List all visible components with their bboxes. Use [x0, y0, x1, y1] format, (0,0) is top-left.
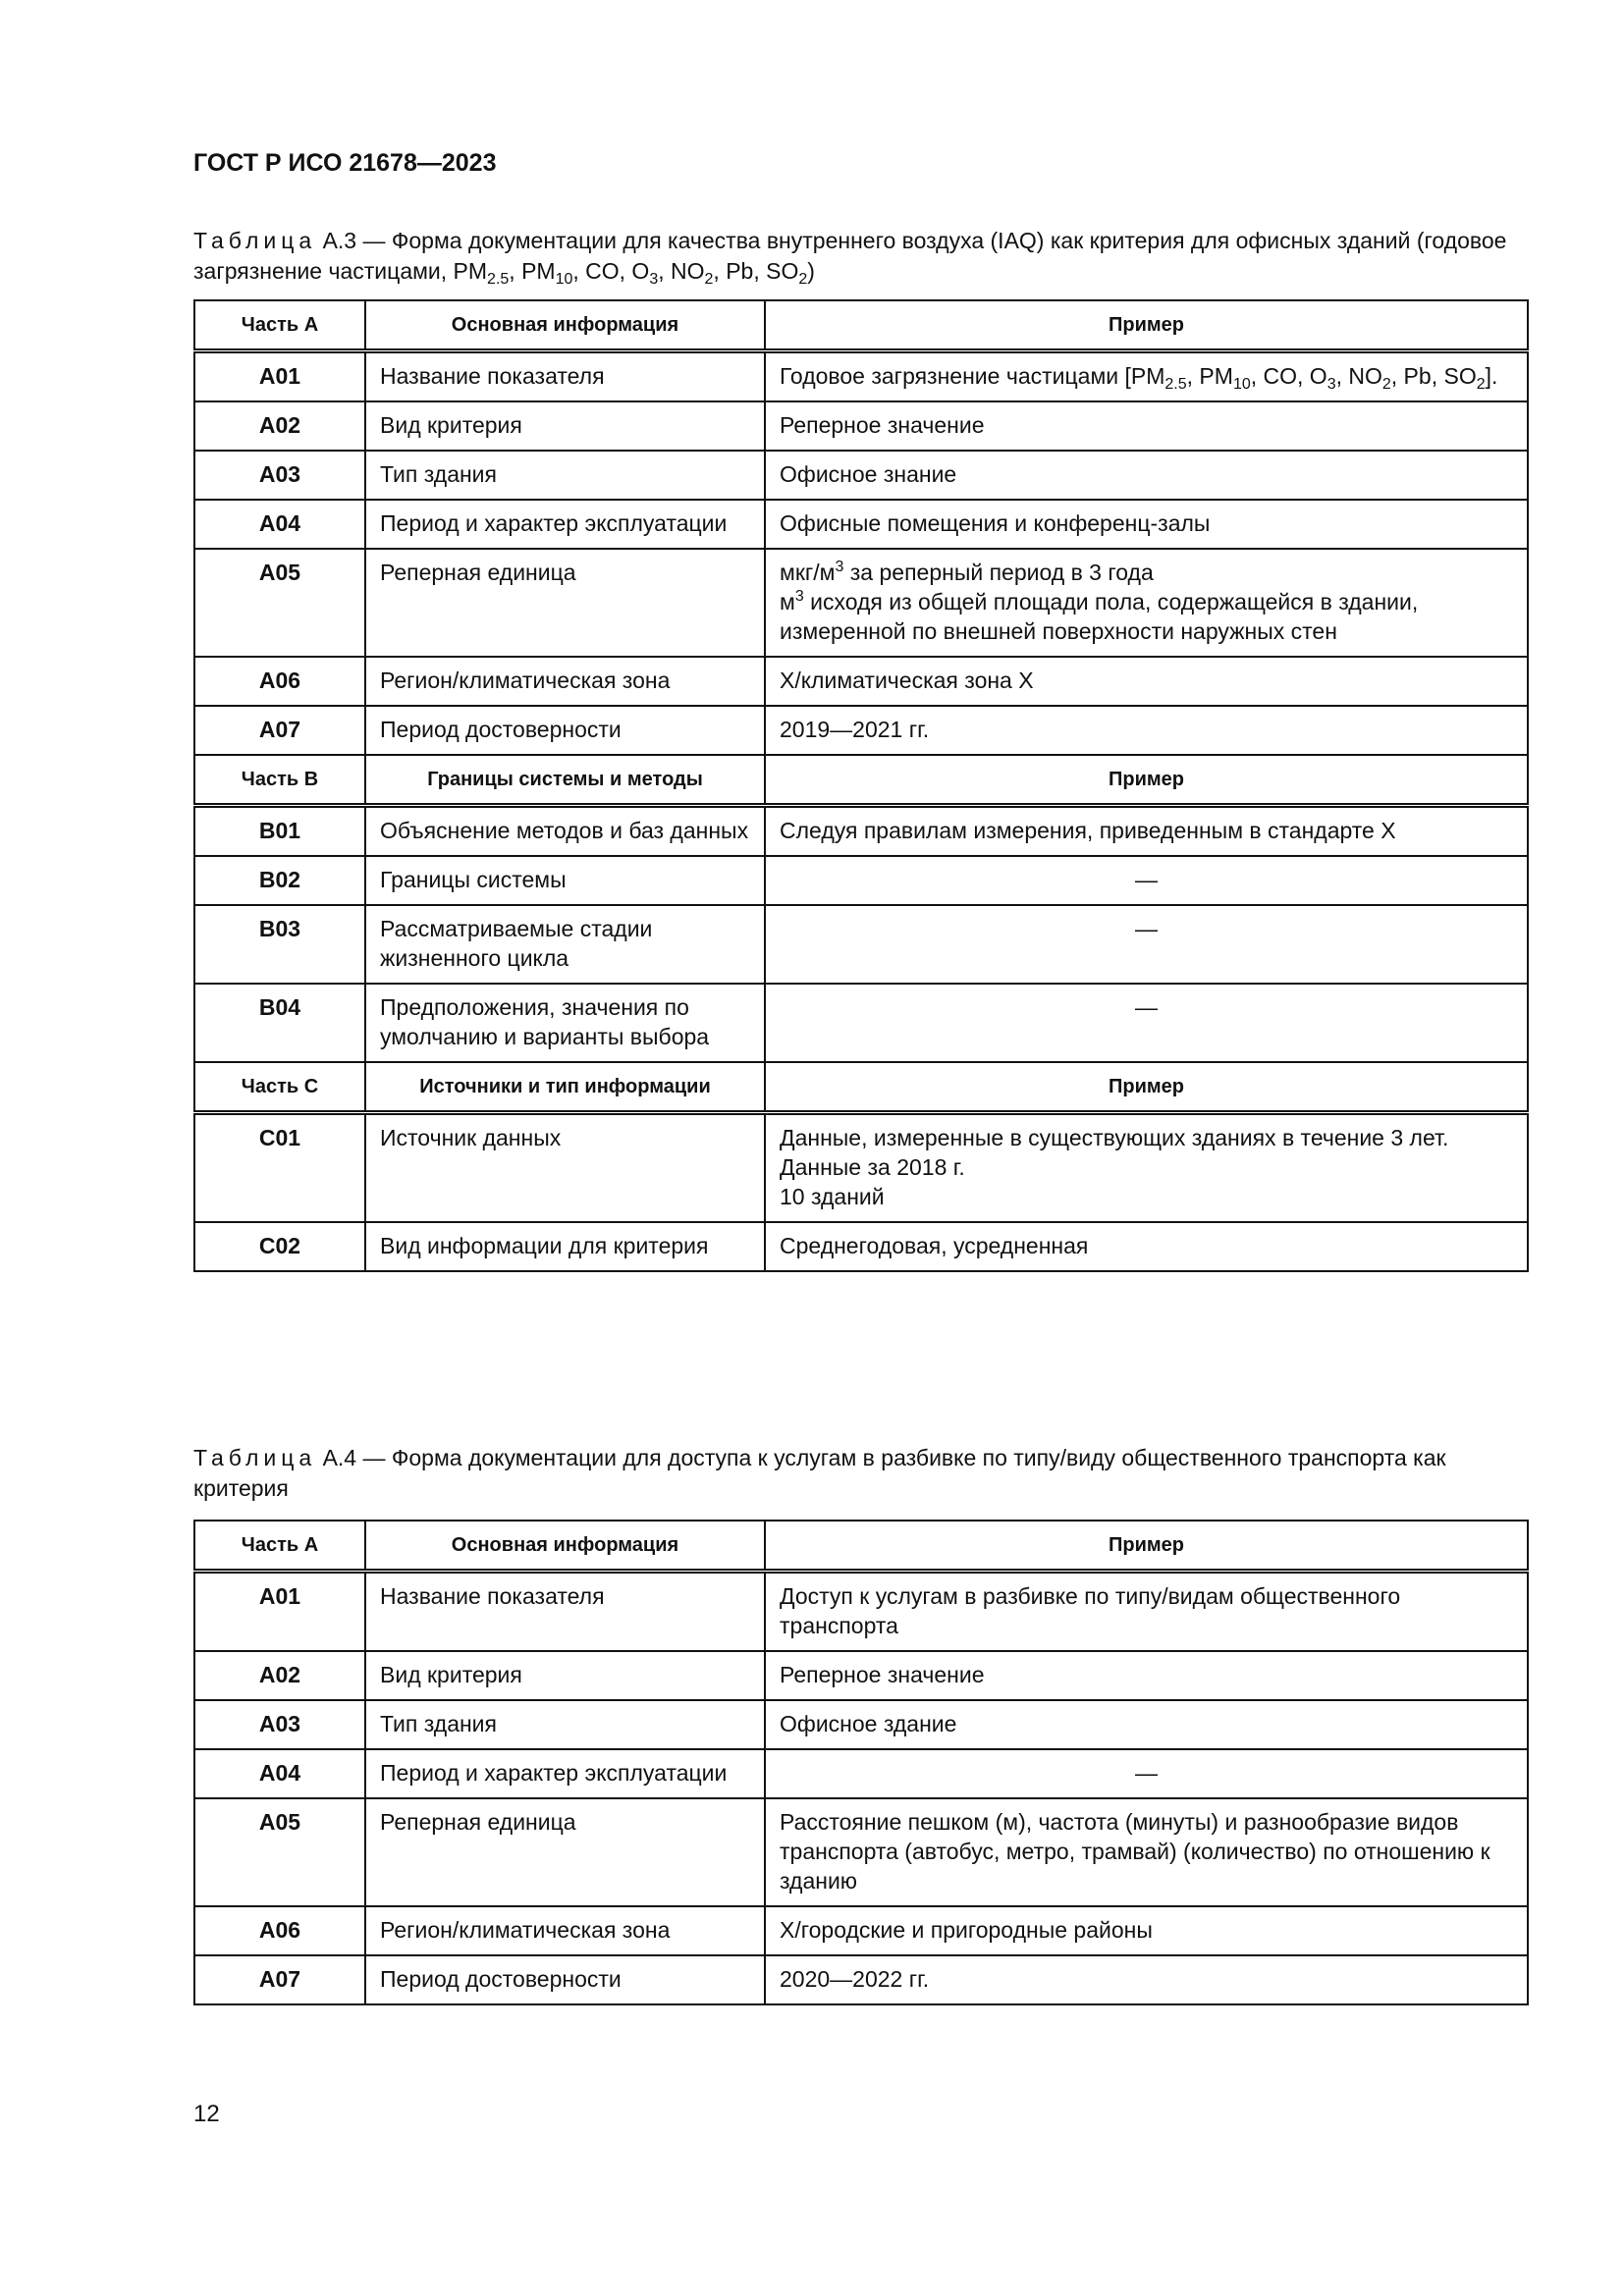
- table-row: [194, 549, 1528, 657]
- value-text: ].: [1485, 363, 1498, 389]
- row-value: Офисное здание: [765, 1700, 1528, 1749]
- table-row: [194, 351, 1528, 402]
- row-name: Вид критерия: [365, 401, 765, 451]
- header-cell: Часть В: [194, 755, 365, 806]
- row-code: A06: [194, 1906, 365, 1955]
- table-row: [194, 905, 1528, 984]
- value-text: за реперный период в 3 года: [843, 560, 1154, 585]
- row-value: 2020—2022 гг.: [765, 1955, 1528, 2004]
- row-value: —: [765, 856, 1528, 905]
- caption-text: , NO: [658, 258, 705, 284]
- table-section-header-row: [194, 1062, 1528, 1113]
- table-row: [194, 451, 1528, 500]
- row-name: Объяснение методов и баз данных: [365, 806, 765, 857]
- row-value: Офисное знание: [765, 451, 1528, 500]
- row-value: —: [765, 984, 1528, 1062]
- table-a3-caption: [193, 226, 1519, 287]
- subscript: 10: [555, 271, 573, 288]
- table-row: [194, 706, 1528, 755]
- subscript: 3: [649, 271, 659, 288]
- row-code: A01: [194, 1572, 365, 1652]
- row-code: A02: [194, 1651, 365, 1700]
- table-row: [194, 1651, 1528, 1700]
- row-code: A04: [194, 1749, 365, 1798]
- row-code: B01: [194, 806, 365, 857]
- table-row: [194, 1749, 1528, 1798]
- row-code: A06: [194, 657, 365, 706]
- value-text: , NO: [1335, 363, 1382, 389]
- row-name: Период и характер эксплуатации: [365, 1749, 765, 1798]
- row-name: Рассматриваемые стадии жизненного цикла: [365, 905, 765, 984]
- subscript: 2: [798, 271, 808, 288]
- subscript: 3: [1326, 376, 1336, 393]
- caption-label: Таблица: [193, 1445, 317, 1470]
- caption-text: А.4 — Форма документации для доступа к услугам в разбивке по типу/виду общественного транспорта как критерия: [193, 1445, 1446, 1501]
- row-code: A03: [194, 1700, 365, 1749]
- row-name: Период достоверности: [365, 1955, 765, 2004]
- value-text: исходя из общей площади пола, содержащейся в здании, измеренной по внешней поверхности наружных стен: [780, 589, 1419, 644]
- subscript: 2: [1476, 376, 1486, 393]
- caption-text: А.3 — Форма документации для качества внутреннего воздуха (IAQ) как критерия для офисных зданий (годовое загрязнение частицами, PM: [193, 228, 1507, 284]
- header-cell: Пример: [765, 1062, 1528, 1113]
- row-value: X/городские и пригородные районы: [765, 1906, 1528, 1955]
- table-row: [194, 1955, 1528, 2004]
- table-row: [194, 401, 1528, 451]
- row-value: X/климатическая зона X: [765, 657, 1528, 706]
- header-cell: Пример: [765, 300, 1528, 351]
- row-name: Вид критерия: [365, 1651, 765, 1700]
- value-text: 10 зданий: [780, 1184, 885, 1209]
- row-code: C01: [194, 1113, 365, 1223]
- value-text: , PM: [1186, 363, 1233, 389]
- table-row: [194, 984, 1528, 1062]
- table-a4-caption: [193, 1443, 1519, 1504]
- row-value: —: [765, 905, 1528, 984]
- value-text: , Pb, SO: [1390, 363, 1477, 389]
- header-cell: Часть С: [194, 1062, 365, 1113]
- row-value: Среднегодовая, усредненная: [765, 1222, 1528, 1271]
- row-code: A02: [194, 401, 365, 451]
- row-code: A04: [194, 500, 365, 549]
- value-text: Данные за 2018 г.: [780, 1154, 965, 1180]
- row-name: Реперная единица: [365, 1798, 765, 1906]
- header-cell: Пример: [765, 1521, 1528, 1572]
- row-name: Вид информации для критерия: [365, 1222, 765, 1271]
- table-row: [194, 1572, 1528, 1652]
- caption-text: , Pb, SO: [713, 258, 799, 284]
- row-code: B04: [194, 984, 365, 1062]
- row-value: Следуя правилам измерения, приведенным в стандарте X: [765, 806, 1528, 857]
- caption-text: , CO, O: [572, 258, 650, 284]
- row-name: Период достоверности: [365, 706, 765, 755]
- header-cell: Часть А: [194, 1521, 365, 1572]
- table-row: [194, 1113, 1528, 1223]
- table-a3: [193, 299, 1529, 1272]
- caption-label: Таблица: [193, 228, 317, 253]
- superscript: 3: [835, 559, 844, 575]
- row-name: Реперная единица: [365, 549, 765, 657]
- table-row: [194, 500, 1528, 549]
- row-value: [765, 549, 1528, 657]
- subscript: 2.5: [487, 271, 510, 288]
- subscript: 10: [1232, 376, 1251, 393]
- row-name: Границы системы: [365, 856, 765, 905]
- value-text: мкг/м: [780, 560, 836, 585]
- row-value: [765, 1113, 1528, 1223]
- value-text: Годовое загрязнение частицами [PM: [780, 363, 1165, 389]
- table-row: [194, 1798, 1528, 1906]
- row-name: Предположения, значения по умолчанию и варианты выбора: [365, 984, 765, 1062]
- value-text: м: [780, 589, 795, 614]
- row-value: Расстояние пешком (м), частота (минуты) и разнообразие видов транспорта (автобус, метро, трамвай) (количество) по отношению к зданию: [765, 1798, 1528, 1906]
- table-row: [194, 1906, 1528, 1955]
- header-cell: Источники и тип информации: [365, 1062, 765, 1113]
- table-row: [194, 1700, 1528, 1749]
- table-header-row: [194, 300, 1528, 351]
- table-row: [194, 856, 1528, 905]
- header-cell: Основная информация: [365, 300, 765, 351]
- row-code: A07: [194, 706, 365, 755]
- table-row: [194, 806, 1528, 857]
- header-cell: Границы системы и методы: [365, 755, 765, 806]
- row-code: B03: [194, 905, 365, 984]
- row-name: Регион/климатическая зона: [365, 657, 765, 706]
- row-value: 2019—2021 гг.: [765, 706, 1528, 755]
- row-value: —: [765, 1749, 1528, 1798]
- row-code: A03: [194, 451, 365, 500]
- row-name: Название показателя: [365, 351, 765, 402]
- caption-text: ): [807, 258, 815, 284]
- row-name: Тип здания: [365, 451, 765, 500]
- row-name: Тип здания: [365, 1700, 765, 1749]
- subscript: 2: [1381, 376, 1391, 393]
- row-name: Название показателя: [365, 1572, 765, 1652]
- subscript: 2: [704, 271, 714, 288]
- value-text: Данные, измеренные в существующих зданиях в течение 3 лет.: [780, 1125, 1449, 1150]
- value-text: , CO, O: [1250, 363, 1327, 389]
- table-row: [194, 657, 1528, 706]
- subscript: 2.5: [1164, 376, 1187, 393]
- row-value: Доступ к услугам в разбивке по типу/видам общественного транспорта: [765, 1572, 1528, 1652]
- row-name: Регион/климатическая зона: [365, 1906, 765, 1955]
- row-code: A07: [194, 1955, 365, 2004]
- row-code: C02: [194, 1222, 365, 1271]
- row-code: A01: [194, 351, 365, 402]
- row-name: Источник данных: [365, 1113, 765, 1223]
- row-value: [765, 351, 1528, 402]
- page-number: 12: [193, 2101, 220, 2127]
- row-code: A05: [194, 1798, 365, 1906]
- superscript: 3: [794, 588, 804, 605]
- header-cell: Часть А: [194, 300, 365, 351]
- document-header: ГОСТ Р ИСО 21678—2023: [193, 149, 497, 177]
- row-code: A05: [194, 549, 365, 657]
- caption-text: , PM: [509, 258, 556, 284]
- row-code: B02: [194, 856, 365, 905]
- row-value: Реперное значение: [765, 1651, 1528, 1700]
- table-section-header-row: [194, 755, 1528, 806]
- table-a4: [193, 1520, 1529, 2005]
- row-value: Офисные помещения и конференц-залы: [765, 500, 1528, 549]
- table-header-row: [194, 1521, 1528, 1572]
- row-name: Период и характер эксплуатации: [365, 500, 765, 549]
- header-cell: Пример: [765, 755, 1528, 806]
- header-cell: Основная информация: [365, 1521, 765, 1572]
- row-value: Реперное значение: [765, 401, 1528, 451]
- table-row: [194, 1222, 1528, 1271]
